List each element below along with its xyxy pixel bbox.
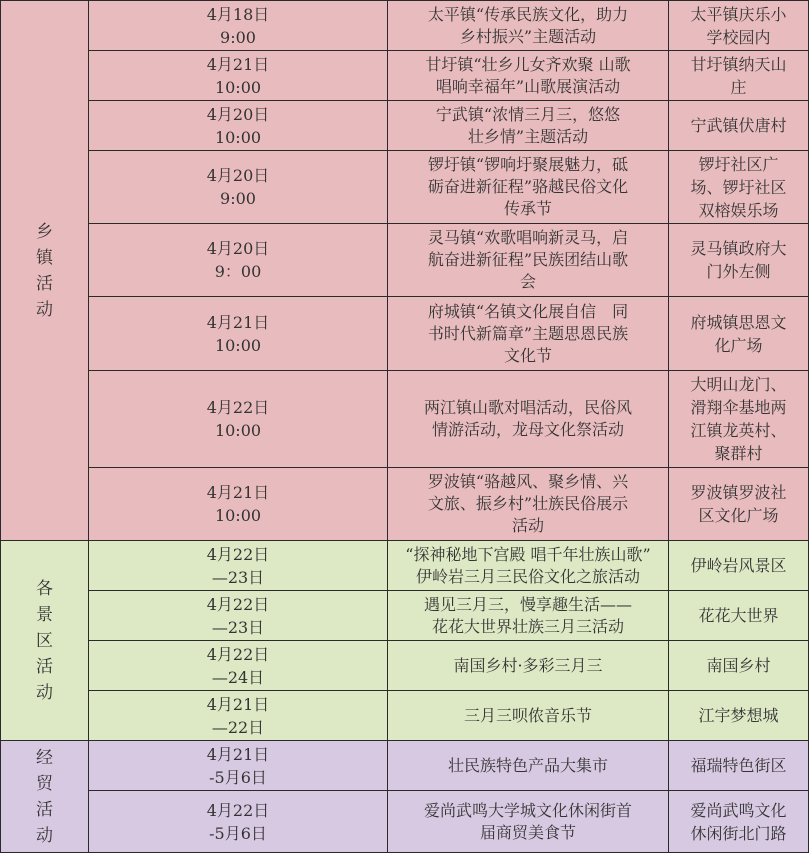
cell-line: 遇见三月三，慢享趣生活—— (423, 594, 632, 614)
cell-line: 9：00 (214, 262, 262, 281)
date-cell (89, 641, 388, 691)
cell-line: 壮民族特色产品大集市 (447, 755, 608, 775)
cell-line: 乡村振兴”主题活动 (459, 26, 597, 46)
location-cell (669, 641, 809, 691)
activity-cell (388, 151, 669, 224)
cell-line: 两江镇山歌对唱活动，民俗风 (423, 398, 632, 417)
cell-line: 双榕娱乐场 (698, 200, 779, 220)
date-cell (89, 468, 388, 541)
activity-cell (388, 791, 669, 853)
date-cell (89, 1, 388, 51)
table-row (1, 541, 809, 591)
cell-line: 砺奋进新征程”骆越民俗文化 (427, 177, 629, 196)
location-cell (669, 541, 809, 591)
date-cell (89, 541, 388, 591)
cell-line: 壮乡情”主题活动 (467, 126, 589, 146)
table-row (1, 791, 809, 853)
date-cell (89, 741, 388, 791)
cell-line: 庄 (730, 77, 747, 97)
location-cell (669, 691, 809, 741)
category-cell (1, 1, 89, 541)
cell-line: 4月21日 (206, 54, 270, 74)
location-cell (669, 297, 809, 371)
cell-line: 9:00 (220, 27, 256, 47)
date-cell (89, 297, 388, 371)
table-row (1, 224, 809, 297)
cell-line: 文化节 (503, 345, 552, 365)
cell-line: 文旅、振乡村”壮族民俗展示 (427, 494, 629, 513)
cell-line: 唱响幸福年”山歌展演活动 (435, 76, 621, 96)
cell-line: 府城镇“名镇文化展自信 同 (427, 301, 629, 321)
table-row (1, 691, 809, 741)
cell-line: 锣圩镇“锣响圩聚展魅力，砥 (427, 155, 629, 174)
category-label: 乡镇活动 (36, 221, 53, 320)
cell-line: 甘圩镇纳天山 (690, 54, 787, 74)
activity-cell (388, 297, 669, 371)
cell-line: 届商贸美食节 (479, 822, 576, 842)
cell-line: -5月6日 (209, 767, 267, 787)
cell-line: 灵马镇“欢歌唱响新灵马，启 (427, 228, 629, 247)
date-cell (89, 371, 388, 468)
cell-line: 4月22日 (206, 644, 270, 664)
activity-cell (388, 468, 669, 541)
cell-line: 活动 (511, 516, 544, 535)
cell-line: 三月三呗侬音乐节 (463, 705, 592, 725)
cell-line: 灵马镇政府大 (690, 239, 787, 258)
cell-line: 罗波镇“骆越风、聚乡情、兴 (427, 472, 629, 491)
cell-line: 学校园内 (706, 27, 771, 47)
activity-cell (388, 591, 669, 641)
cell-line: 4月21日 (206, 312, 270, 332)
activity-cell (388, 51, 669, 101)
cell-line: 4月22日 (206, 544, 270, 564)
cell-line: —23日 (211, 567, 265, 587)
cell-line: 休闲街北门路 (690, 823, 787, 843)
cell-line: 场、锣圩社区 (690, 177, 787, 197)
location-cell (669, 468, 809, 541)
activity-cell (388, 741, 669, 791)
table-row (1, 297, 809, 371)
date-cell (89, 791, 388, 853)
cell-line: 宁武镇伏唐村 (690, 116, 787, 135)
cell-line: 江宇梦想城 (698, 706, 779, 725)
cell-line: —22日 (211, 717, 265, 737)
cell-line: 锣圩社区广 (698, 154, 779, 174)
cell-line: 4月20日 (206, 166, 270, 185)
table-row (1, 371, 809, 468)
date-cell (89, 51, 388, 101)
date-cell (89, 591, 388, 641)
cell-line: 4月20日 (206, 239, 270, 258)
table-row (1, 101, 809, 151)
date-cell (89, 224, 388, 297)
table-row (1, 641, 809, 691)
location-cell (669, 1, 809, 51)
cell-line: 甘圩镇“壮乡儿女齐欢聚 山歌 (425, 54, 631, 74)
activity-cell (388, 1, 669, 51)
table-row (1, 51, 809, 101)
location-cell (669, 51, 809, 101)
table-body (1, 1, 809, 853)
activity-cell (388, 101, 669, 151)
cell-line: 滑翔伞基地两 (690, 398, 787, 417)
activity-cell (388, 541, 669, 591)
cell-line: -5月6日 (209, 823, 267, 843)
cell-line: 伊岭岩三月三民俗文化之旅活动 (415, 566, 640, 586)
location-cell (669, 151, 809, 224)
cell-line: 4月20日 (206, 104, 270, 124)
cell-line: 南国乡村·多彩三月三 (453, 655, 603, 675)
table-row (1, 591, 809, 641)
cell-line: 10:00 (214, 335, 262, 355)
cell-line: 罗波镇罗波社 (690, 483, 787, 502)
cell-line: 4月22日 (206, 800, 270, 820)
cell-line: 门外左侧 (706, 262, 771, 281)
cell-line: 情游活动，龙母文化祭活动 (431, 420, 624, 439)
cell-line: 9:00 (220, 189, 256, 208)
date-cell (89, 151, 388, 224)
cell-line: —23日 (211, 617, 265, 637)
cell-line: 10:00 (214, 127, 262, 147)
cell-line: 航奋进新征程”民族团结山歌 (427, 250, 629, 269)
cell-line: 传承节 (503, 199, 552, 218)
cell-line: 4月22日 (206, 594, 270, 614)
location-cell (669, 224, 809, 297)
activity-cell (388, 371, 669, 468)
category-cell (1, 541, 89, 741)
cell-line: 4月21日 (206, 744, 270, 764)
category-cell (1, 741, 89, 853)
cell-line: 化广场 (714, 335, 763, 355)
cell-line: 4月21日 (206, 483, 270, 502)
cell-line: 花花大世界壮族三月三活动 (431, 616, 624, 636)
cell-line: 伊岭岩风景区 (690, 556, 787, 575)
cell-line: 4月22日 (206, 398, 270, 417)
cell-line: 太平镇“传承民族文化，助力 (427, 4, 629, 24)
cell-line: 爱尚武鸣文化 (690, 800, 787, 820)
activity-cell (388, 224, 669, 297)
table-row (1, 151, 809, 224)
cell-line: 福瑞特色街区 (690, 756, 787, 775)
category-label: 各景区活动 (36, 578, 53, 703)
cell-line: 10:00 (214, 77, 262, 97)
cell-line: 大明山龙门、 (690, 375, 787, 394)
cell-line: 聚群村 (714, 444, 763, 463)
cell-line: 爱尚武鸣大学城文化休闲街首 (423, 800, 632, 820)
cell-line: “探神秘地下宫殿 唱千年壮族山歌” (405, 544, 651, 564)
cell-line: 10:00 (214, 421, 262, 440)
cell-line: 10:00 (214, 506, 262, 525)
location-cell (669, 101, 809, 151)
cell-line: —24日 (211, 667, 265, 687)
cell-line: 宁武镇“浓情三月三，悠悠 (435, 104, 621, 124)
cell-line: 江镇龙英村、 (690, 421, 787, 440)
date-cell (89, 101, 388, 151)
cell-line: 4月18日 (206, 4, 270, 24)
cell-line: 区文化广场 (698, 506, 779, 525)
cell-line: 会 (519, 272, 536, 291)
activity-cell (388, 641, 669, 691)
cell-line: 太平镇庆乐小 (690, 4, 787, 24)
activity-cell (388, 691, 669, 741)
cell-line: 府城镇思恩文 (690, 312, 787, 332)
location-cell (669, 741, 809, 791)
date-cell (89, 691, 388, 741)
cell-line: 书时代新篇章”主题思恩民族 (427, 323, 629, 343)
table-row (1, 741, 809, 791)
category-label: 经贸活动 (36, 747, 53, 846)
table-row (1, 468, 809, 541)
location-cell (669, 371, 809, 468)
cell-line: 南国乡村 (706, 656, 771, 675)
table-row (1, 1, 809, 51)
cell-line: 4月21日 (206, 694, 270, 714)
cell-line: 花花大世界 (698, 606, 779, 625)
location-cell (669, 791, 809, 853)
location-cell (669, 591, 809, 641)
